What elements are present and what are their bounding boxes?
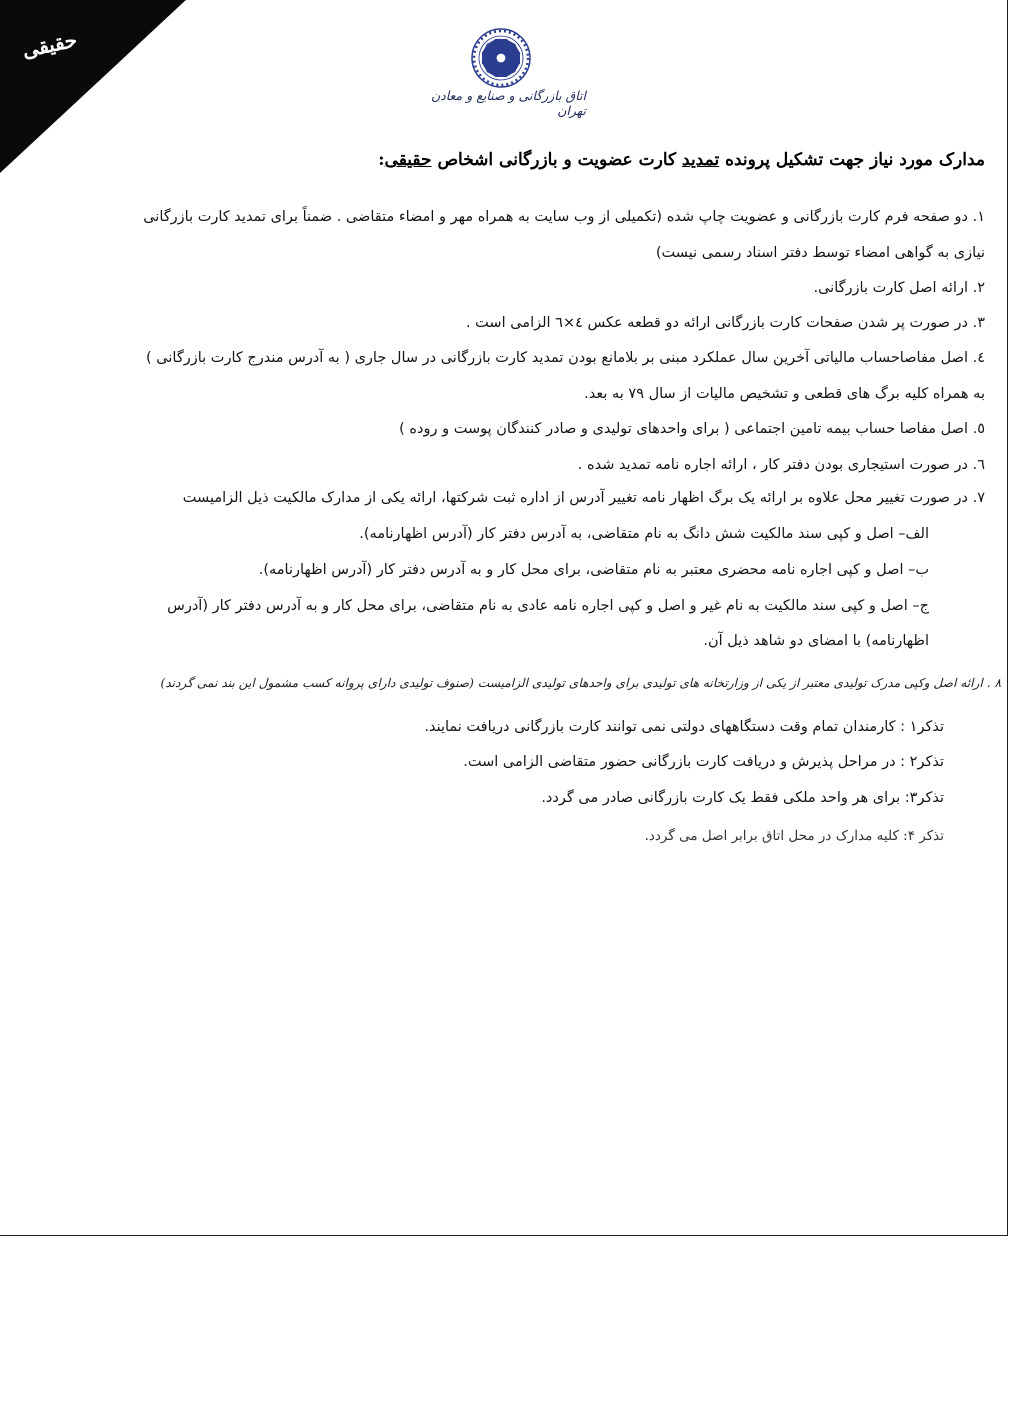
corner-banner xyxy=(0,0,190,175)
corner-triangle xyxy=(0,0,190,175)
note-1: تذکر۱ : کارمندان تمام وقت دستگاههای دولتی نمی توانند کارت بازرگانی دریافت نمایند. xyxy=(424,719,944,735)
item-4-line-1: ٤. اصل مفاصاحساب مالیاتی آخرین سال عملکرد مبنی بر بلامانع بودن تمدید کارت بازرگانی در سال جاری ( به آدرس مندرج کارت بازرگانی ) xyxy=(146,350,985,366)
emblem-icon xyxy=(408,26,594,90)
note-4: تذکر ۴: کلیه مدارک در محل اتاق برابر اصل می گردد. xyxy=(644,828,944,844)
item-4-line-2: به همراه کلیه برگ های قطعی و تشخیص مالیات از سال ۷۹ به بعد. xyxy=(584,386,985,402)
item-2: ۲. ارائه اصل کارت بازرگانی. xyxy=(813,280,985,296)
item-1-line-1: ۱. دو صفحه فرم کارت بازرگانی و عضویت چاپ شده (تکمیلی از وب سایت به همراه مهر و امضاء متقاضی . ضمناً برای تمدید کارت بازرگانی xyxy=(143,209,985,225)
title-part-3: کارت عضویت و بازرگانی اشخاص xyxy=(437,150,677,170)
title-colon: : xyxy=(378,150,385,170)
item-8: ۸ . ارائه اصل وکپی مدرک تولیدی معتبر از یکی از وزارتخانه های تولیدی برای واحدهای تولیدی الزامیست (صنوف تولیدی دارای پروانه کسب مشمول این بند نمی گردند) xyxy=(160,676,1001,690)
item-1-line-2: نیازی به گواهی امضاء توسط دفتر اسناد رسمی نیست) xyxy=(655,245,985,261)
item-7-jim-line-1: ج– اصل و کپی سند مالکیت به نام غیر و اصل و کپی اجاره نامه عادی به نام متقاضی، برای محل کار و به آدرس دفتر کار (آدرس xyxy=(167,598,929,614)
note-2: تذکر۲ : در مراحل پذیرش و دریافت کارت بازرگانی حضور متقاضی الزامی است. xyxy=(463,754,944,770)
item-6: ٦. در صورت استیجاری بودن دفتر کار ، ارائه اجاره نامه تمدید شده . xyxy=(577,457,985,473)
logo-org-name: اتاق بازرگانی و صنایع و معادن تهران xyxy=(430,88,586,118)
item-7: ۷. در صورت تغییر محل علاوه بر ارائه یک برگ اظهار نامه تغییر آدرس از اداره ثبت شرکتها، ارائه یکی از مدارک مالکیت ذیل الزامیست xyxy=(182,490,985,506)
title-part-renewal: تمدید xyxy=(682,150,720,170)
corner-label: حقیقی xyxy=(20,27,80,63)
item-3: ۳. در صورت پر شدن صفحات کارت بازرگانی ارائه دو قطعه عکس ٤×٦ الزامی است . xyxy=(465,315,985,331)
item-7-jim-line-2: اظهارنامه) با امضای دو شاهد ذیل آن. xyxy=(703,633,929,649)
item-5: ٥. اصل مفاصا حساب بیمه تامین اجتماعی ( برای واحدهای تولیدی و صادر کنندگان پوست و روده ) xyxy=(399,421,985,437)
item-7-alef: الف– اصل و کپی سند مالکیت شش دانگ به نام متقاضی، به آدرس دفتر کار (آدرس اظهارنامه). xyxy=(359,526,929,542)
item-7-be: ب– اصل و کپی اجاره نامه محضری معتبر به نام متقاضی، برای محل کار و به آدرس دفتر کار (آدرس اظهارنامه). xyxy=(258,562,929,578)
note-3: تذکر۳: برای هر واحد ملکی فقط یک کارت بازرگانی صادر می گردد. xyxy=(541,790,944,806)
title-part-natural: حقیقی xyxy=(384,150,432,170)
title-part-1: مدارک مورد نیاز جهت تشکیل پرونده xyxy=(725,150,985,170)
page-title xyxy=(378,150,985,170)
